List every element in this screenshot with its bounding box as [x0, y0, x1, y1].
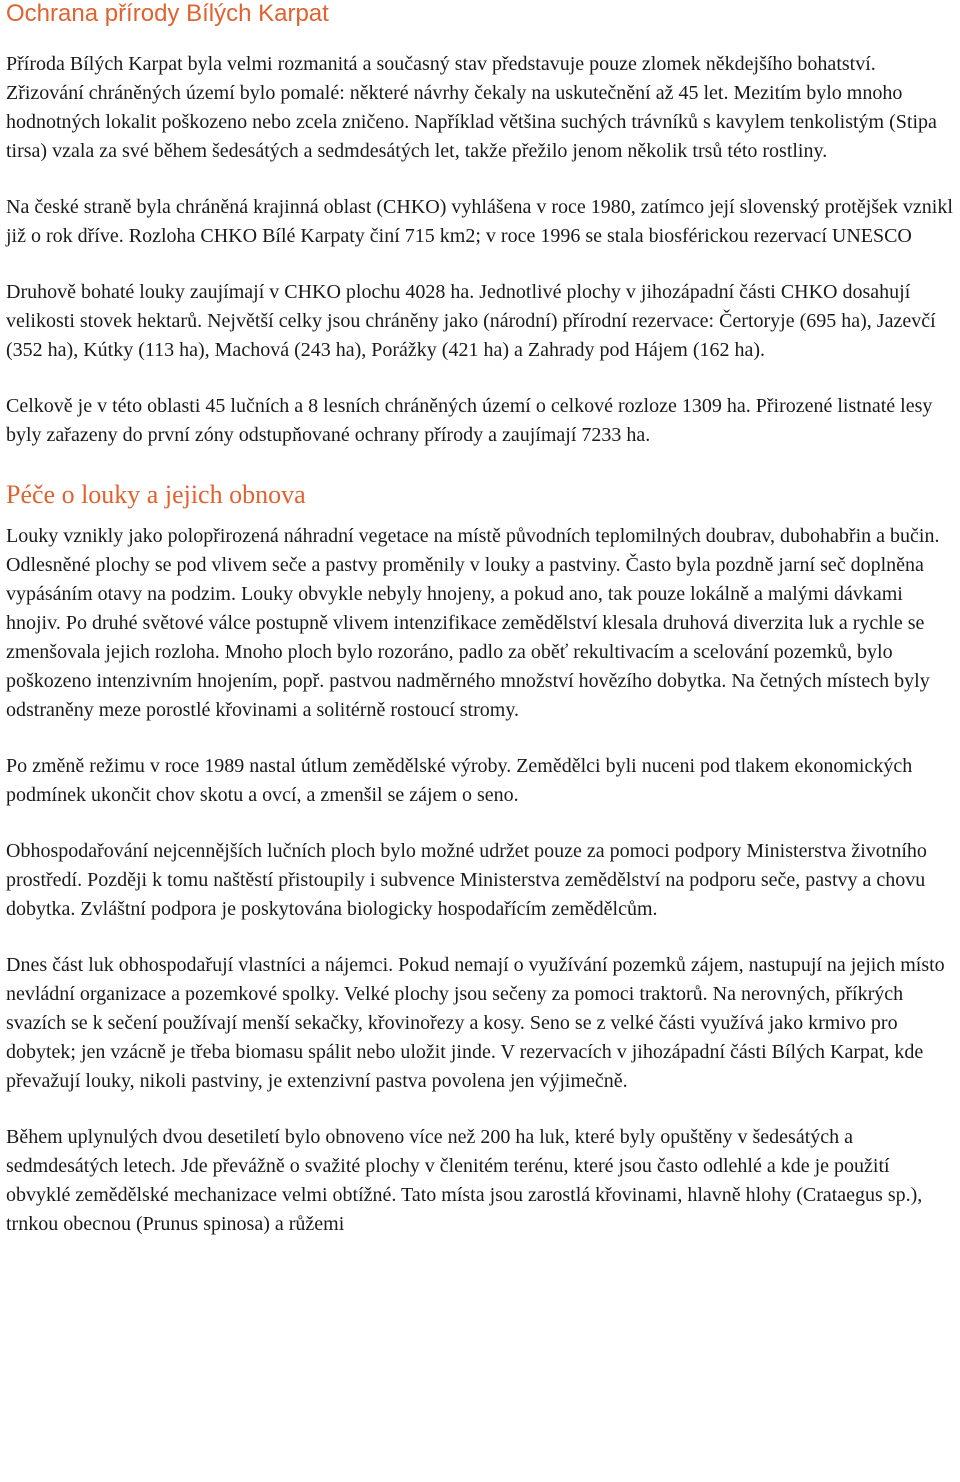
section-heading: Ochrana přírody Bílých Karpat	[6, 0, 329, 27]
paragraph: Během uplynulých dvou desetiletí bylo obnoveno více než 200 ha luk, které byly opuštěny v šedesátých a sedmdesátých letech. Jde převážně o svažité plochy v členitém terénu, které jsou často odlehlé a kde je použití obvyklé zemědělské mechanizace velmi obtížné. Tato místa jsou zarostlá křovinami, hlavně hlohy (Crataegus sp.), trnkou obecnou (Prunus spinosa) a růžemi	[6, 1126, 923, 1235]
paragraph: Celkově je v této oblasti 45 lučních a 8 lesních chráněných území o celkové rozloze 1309 ha. Přirozené listnaté lesy byly zařazeny do první zóny odstupňované ochrany přírody a zaujímají 7233 ha.	[6, 395, 933, 446]
paragraph: Louky vznikly jako polopřirozená náhradní vegetace na místě původních teplomilných doubrav, dubohabřin a bučin. Odlesněné plochy se pod vlivem seče a pastvy proměnily v louky a pastviny. Často byla pozdně jarní seč doplněna vypásáním otavy na podzim. Louky obvykle nebyly hnojeny, a pokud ano, tak pouze lokálně a malými dávkami hnojiv. Po druhé světové válce postupně vlivem intenzifikace zemědělství klesala druhová diverzita luk a rychle se zmenšovala jejich rozloha. Mnoho ploch bylo rozoráno, padlo za oběť rekultivacím a scelování pozemků, bylo poškozeno intenzivním hnojením, popř. pastvou nadměrného množství hovězího dobytka. Na četných místech byly odstraněny meze porostlé křovinami a solitérně rostoucí stromy.	[6, 525, 940, 721]
section-meadow-care	[6, 480, 954, 1239]
paragraph: Po změně režimu v roce 1989 nastal útlum zemědělské výroby. Zemědělci byli nuceni pod tlakem ekonomických podmínek ukončit chov skotu a ovcí, a zmenšil se zájem o seno.	[6, 755, 913, 806]
paragraph: Obhospodařování nejcennějších lučních ploch bylo možné udržet pouze za pomoci podpory Ministerstva životního prostředí. Později k tomu naštěstí přistoupily i subvence Ministerstva zemědělství na podporu seče, pastvy a chovu dobytka. Zvláštní podpora je poskytována biologicky hospodařícím zemědělcům.	[6, 840, 927, 920]
paragraph: Dnes část luk obhospodařují vlastníci a nájemci. Pokud nemají o využívání pozemků zájem, nastupují na jejich místo nevládní organizace a pozemkové spolky. Velké plochy jsou sečeny za pomoci traktorů. Na nerovných, příkrých svazích se k sečení používají menší sekačky, křovinořezy a kosy. Seno se z velké části využívá jako krmivo pro dobytek; jen vzácně je třeba biomasu spálit nebo uložit jinde. V rezervacích v jihozápadní části Bílých Karpat, kde převažují louky, nikoli pastviny, je extenzivní pastva povolena jen výjimečně.	[6, 954, 945, 1092]
paragraph: Příroda Bílých Karpat byla velmi rozmanitá a současný stav představuje pouze zlomek někdejšího bohatství. Zřizování chráněných území bylo pomalé: některé návrhy čekaly na uskutečnění až 45 let. Mezitím bylo mnoho hodnotných lokalit poškozeno nebo zcela zničeno. Například většina suchých trávníků s kavylem tenkolistým (Stipa tirsa) vzala za své během šedesátých a sedmdesátých let, takže přežilo jenom několik trsů této rostliny.	[6, 53, 937, 162]
section-heading: Péče o louky a jejich obnova	[6, 480, 306, 509]
paragraph: Druhově bohaté louky zaujímají v CHKO plochu 4028 ha. Jednotlivé plochy v jihozápadní části CHKO dosahují velikosti stovek hektarů. Největší celky jsou chráněny jako (národní) přírodní rezervace: Čertoryje (695 ha), Jazevčí (352 ha), Kútky (113 ha), Machová (243 ha), Porážky (421 ha) a Zahrady pod Hájem (162 ha).	[6, 281, 936, 361]
section-nature-protection	[6, 0, 954, 450]
paragraph: Na české straně byla chráněná krajinná oblast (CHKO) vyhlášena v roce 1980, zatímco její slovenský protějšek vznikl již o rok dříve. Rozloha CHKO Bílé Karpaty činí 715 km2; v roce 1996 se stala biosférickou rezervací UNESCO	[6, 196, 953, 247]
